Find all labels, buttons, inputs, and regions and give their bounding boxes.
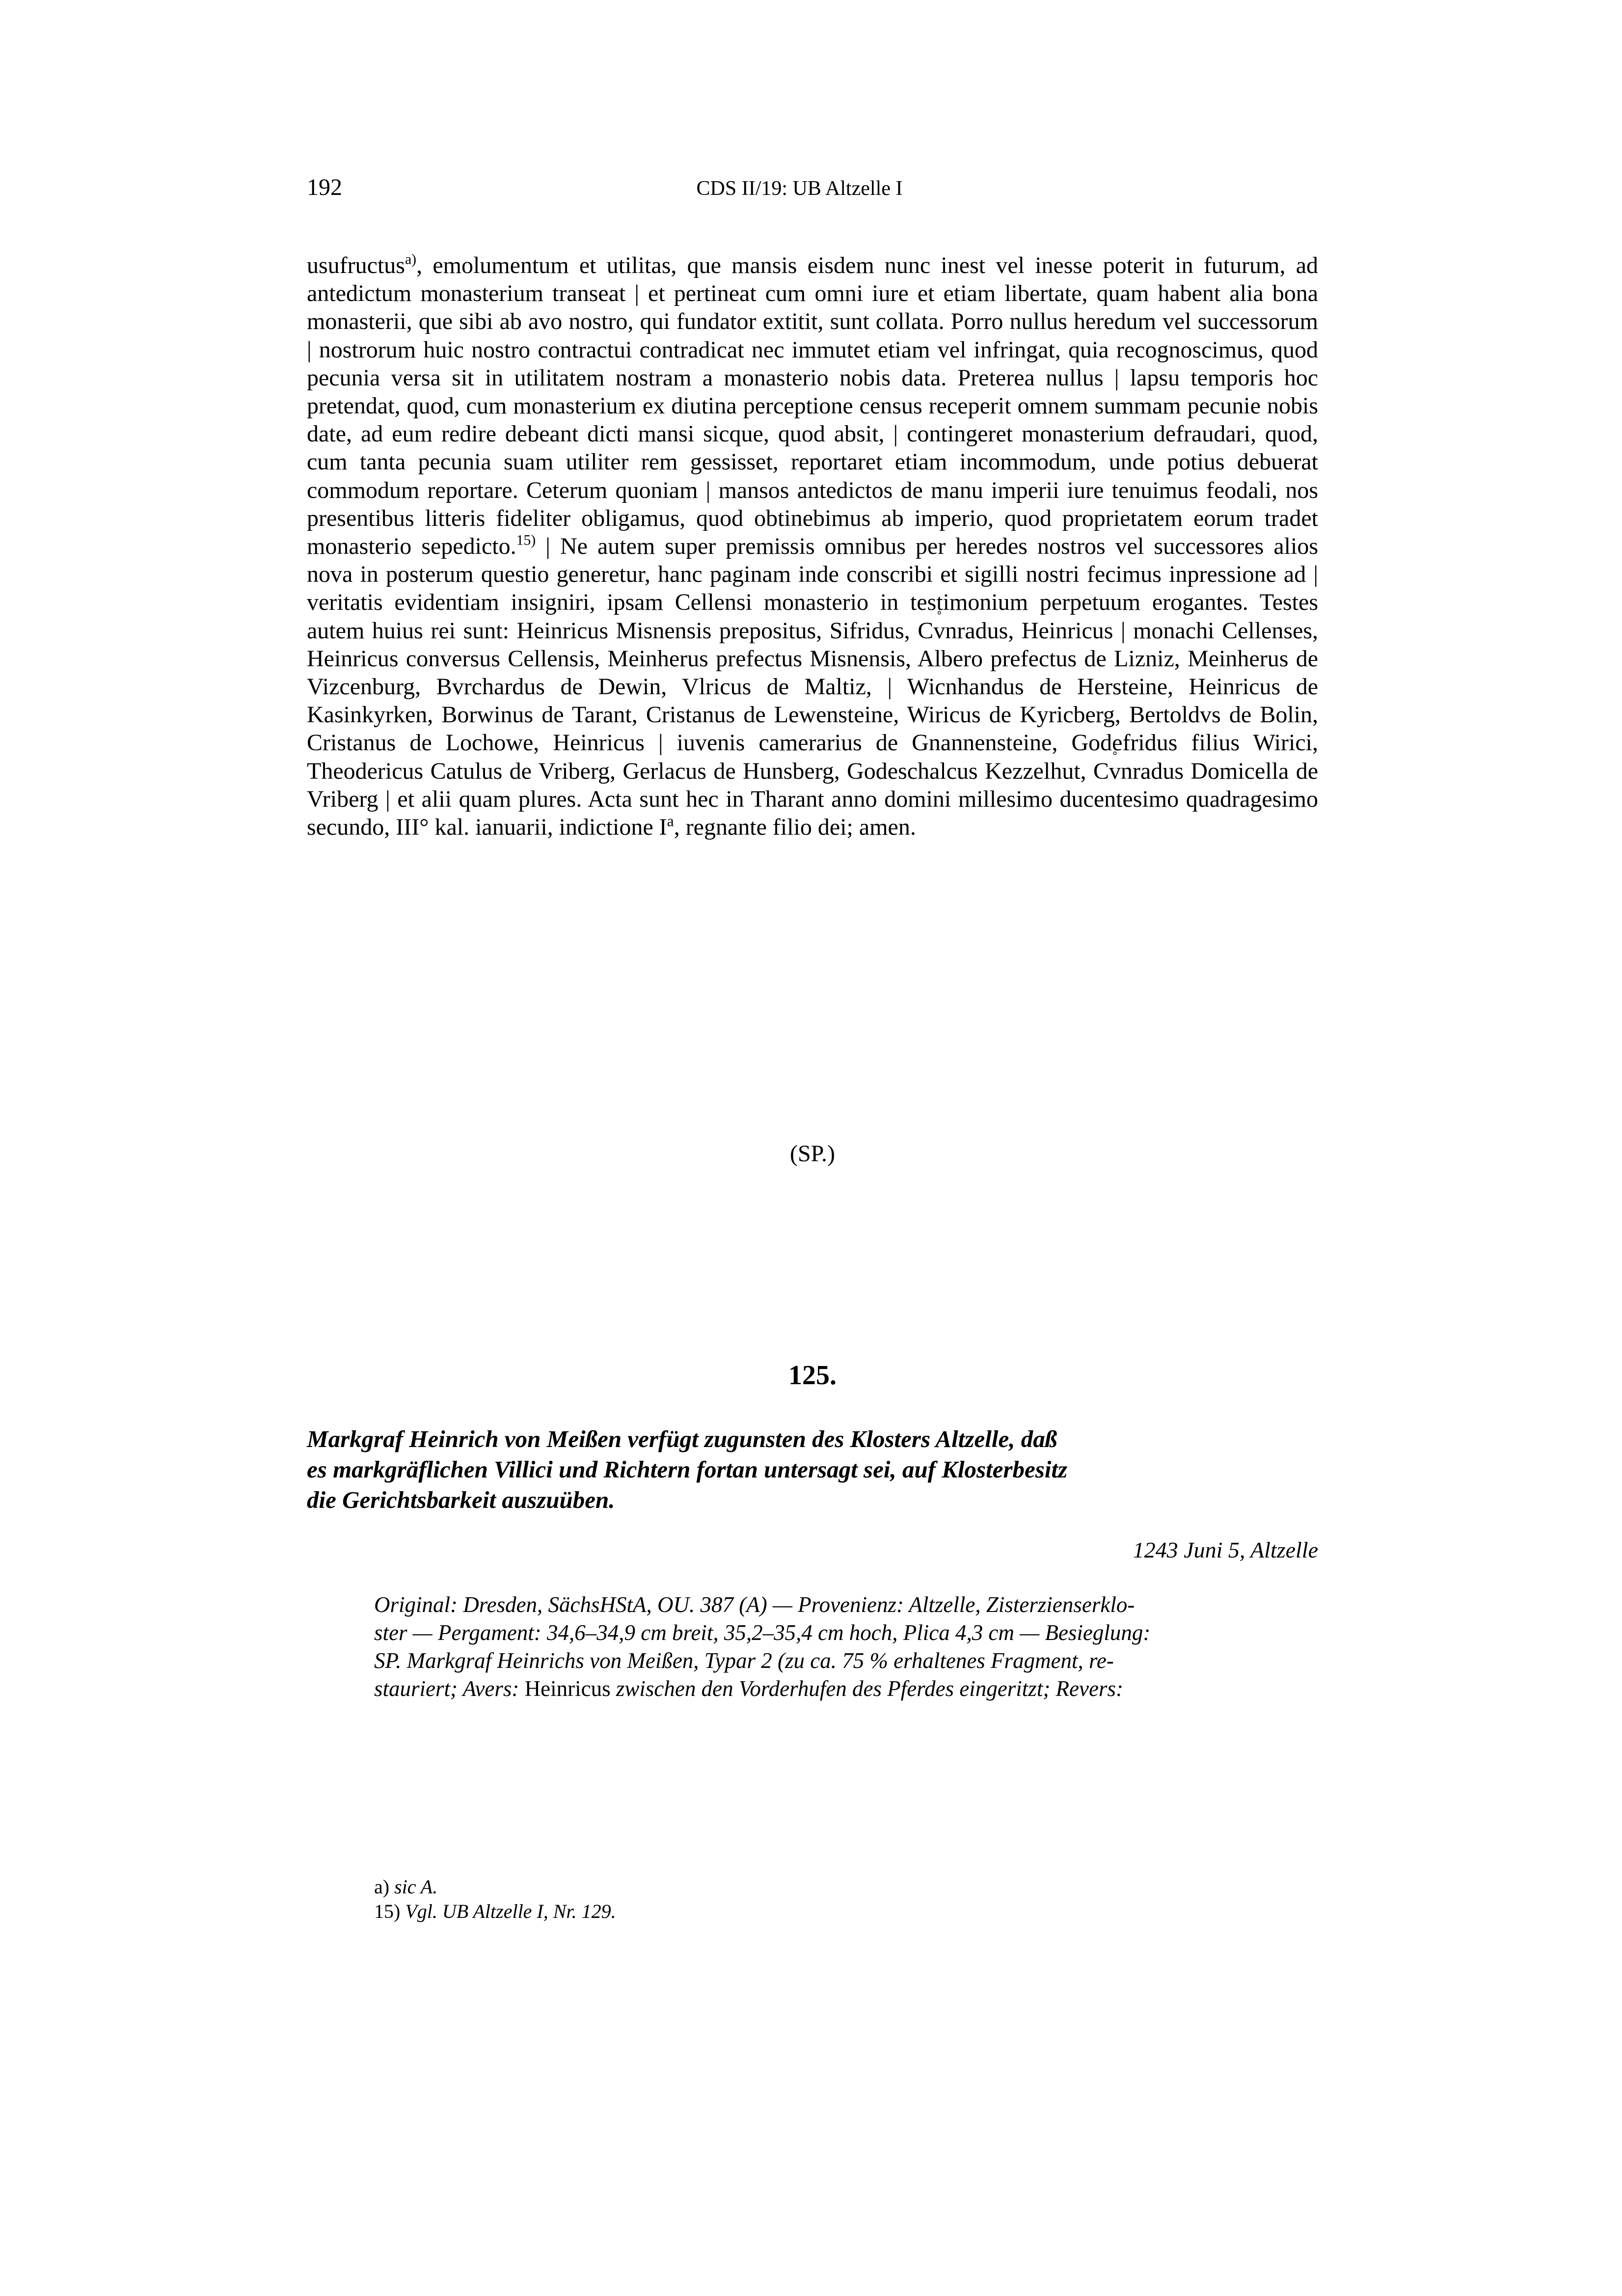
regest-line: es markgräflichen Villici und Richtern fortan untersagt sei, auf Klosterbesitz <box>307 1456 1068 1483</box>
seal-mark: (SP.) <box>789 1141 836 1167</box>
provenance-apparatus <box>374 1591 1319 1703</box>
charter-body-text <box>307 251 1318 841</box>
charter-number: 125. <box>788 1360 837 1391</box>
provenance-segment-c: zwischen den Vorderhufen des Pferdes eingeritzt; Revers: <box>610 1676 1123 1701</box>
body-segment-4: nradus, Heinricus | monachi Cellenses, Heinricus conversus Cellensis, Meinherus prefectus Misnensis, Albero prefectus de Lizniz, Meinherus de Vizcenburg, Bvrchardus de Dewin, Vlricus de Maltiz, | Wicnhandus de Hersteine, Heinricus de Kasinkyrken, Borwinus de Tarant, Cristanus de Lewensteine, Wiricus de Kyricberg, Bertoldvs de Bolin, Cristanus de Lochowe, Heinricus | iuvenis camerarius de Gnannensteine, Godefridus filius Wirici, Theodericus Catulus de Vriberg, Gerlacus de Hunsberg, Godeschalcus Kezzelhut, C <box>307 617 1318 784</box>
footnote-ref-15: 15) <box>516 532 536 548</box>
regest-line: Markgraf Heinrich von Meißen verfügt zugunsten des Klosters Altzelle, daß <box>307 1425 1057 1452</box>
footnote-marker: 15) <box>374 1900 401 1922</box>
body-segment-1: usufructus <box>307 252 405 278</box>
footnote-marker: a) <box>374 1876 390 1898</box>
provenance-line: ster — Pergament: 34,6–34,9 cm breit, 35,2–35,4 cm hoch, Plica 4,3 cm — Besieglung: <box>374 1620 1151 1645</box>
charter-paragraph <box>307 251 1318 841</box>
provenance-roman-name: Heinricus <box>524 1676 611 1701</box>
charter-number-heading <box>307 1359 1318 1392</box>
cvnradus-ring-v-1: v ˚ <box>933 617 945 645</box>
running-head-title: CDS II/19: UB Altzelle I <box>696 177 903 200</box>
body-segment-2: , emolumentum et utilitas, que mansis eisdem nunc inest vel inesse poterit in futurum, ad antedictum monasterium transeat | et pertineat cum omni iure et etiam libertate, quam habent alia bona monasterii, que sibi ab avo nostro, qui fundator extitit, sunt collata. Porro nullus heredum vel successorum | nostrorum huic nostro contractui contradicat nec immutet etiam vel infringat, quia recognoscimus, quod pecunia versa sit in utilitatem nostram a monasterio nobis data. Preterea nullus | lapsu temporis hoc pretendat, quod, cum monasterium ex diutina perceptione census receperit omnem summam pecunie nobis date, ad eum redire debeant dicti mansi sicque, quod absit, | contingeret monasterium defraudari, quod, cum tanta pecunia suam utiliter rem gessisset, reportaret etiam incommodum, unde potius debuerat commodum reportare. Ceterum quoniam | mansos antedictos de manu imperii iure tenuimus feodali, nos presentibus litteris fideliter obligamus, quod obtinebimus ab imperio, quod proprietatem eorum tradet monasterio sepedicto. <box>307 252 1318 560</box>
body-segment-3: | Ne autem super premissis omnibus per heredes nostros vel successores alios nova in posterum questio generetur, hanc paginam inde conscribi et sigilli nostri fecimus inpressione ad | veritatis evidentiam insigniri, ipsam Cellensi monasterio in testimonium perpetuum erogantes. Testes autem huius rei sunt: Heinricus Misnensis prepositus, Sifridus, C <box>307 533 1319 644</box>
footnote-text: sic A. <box>389 1876 438 1898</box>
footnote-item <box>374 1899 1319 1924</box>
charter-dateline <box>307 1536 1318 1564</box>
footnote-text: Vgl. UB Altzelle I, Nr. 129. <box>400 1900 616 1922</box>
provenance-line: SP. Markgraf Heinrichs von Meißen, Typar 2 (zu ca. 75 % erhaltenes Fragment, re- <box>374 1648 1114 1673</box>
body-segment-5: nradus Domicella de Vriberg | et alii quam plures. Acta sunt hec in Tharant anno domini millesimo ducentesimo quadragesimo secundo, III° kal. ianuarii, indictione I <box>307 758 1318 841</box>
provenance-segment-a: stauriert; Avers: <box>374 1676 525 1701</box>
charter-regest <box>307 1424 1321 1515</box>
provenance-line: Original: Dresden, SächsHStA, OU. 387 (A) — Provenienz: Altzelle, Zisterzienserklo- <box>374 1592 1135 1617</box>
running-head <box>307 173 1316 202</box>
page-number: 192 <box>307 174 342 200</box>
indictione-superscript: a <box>667 812 674 830</box>
footnote-block <box>374 1875 1319 1924</box>
cvnradus-ring-v-2: v ˚ <box>1109 757 1121 785</box>
regest-line: die Gerichtsbarkeit auszuüben. <box>307 1486 615 1513</box>
provenance-line <box>374 1675 1319 1703</box>
footnote-item <box>374 1875 1319 1899</box>
body-segment-6: , regnante filio dei; amen. <box>674 814 916 841</box>
seal-mark-line <box>307 1139 1318 1169</box>
dateline-text: 1243 Juni 5, Altzelle <box>1133 1537 1318 1562</box>
footnote-ref-a: a) <box>405 251 417 268</box>
